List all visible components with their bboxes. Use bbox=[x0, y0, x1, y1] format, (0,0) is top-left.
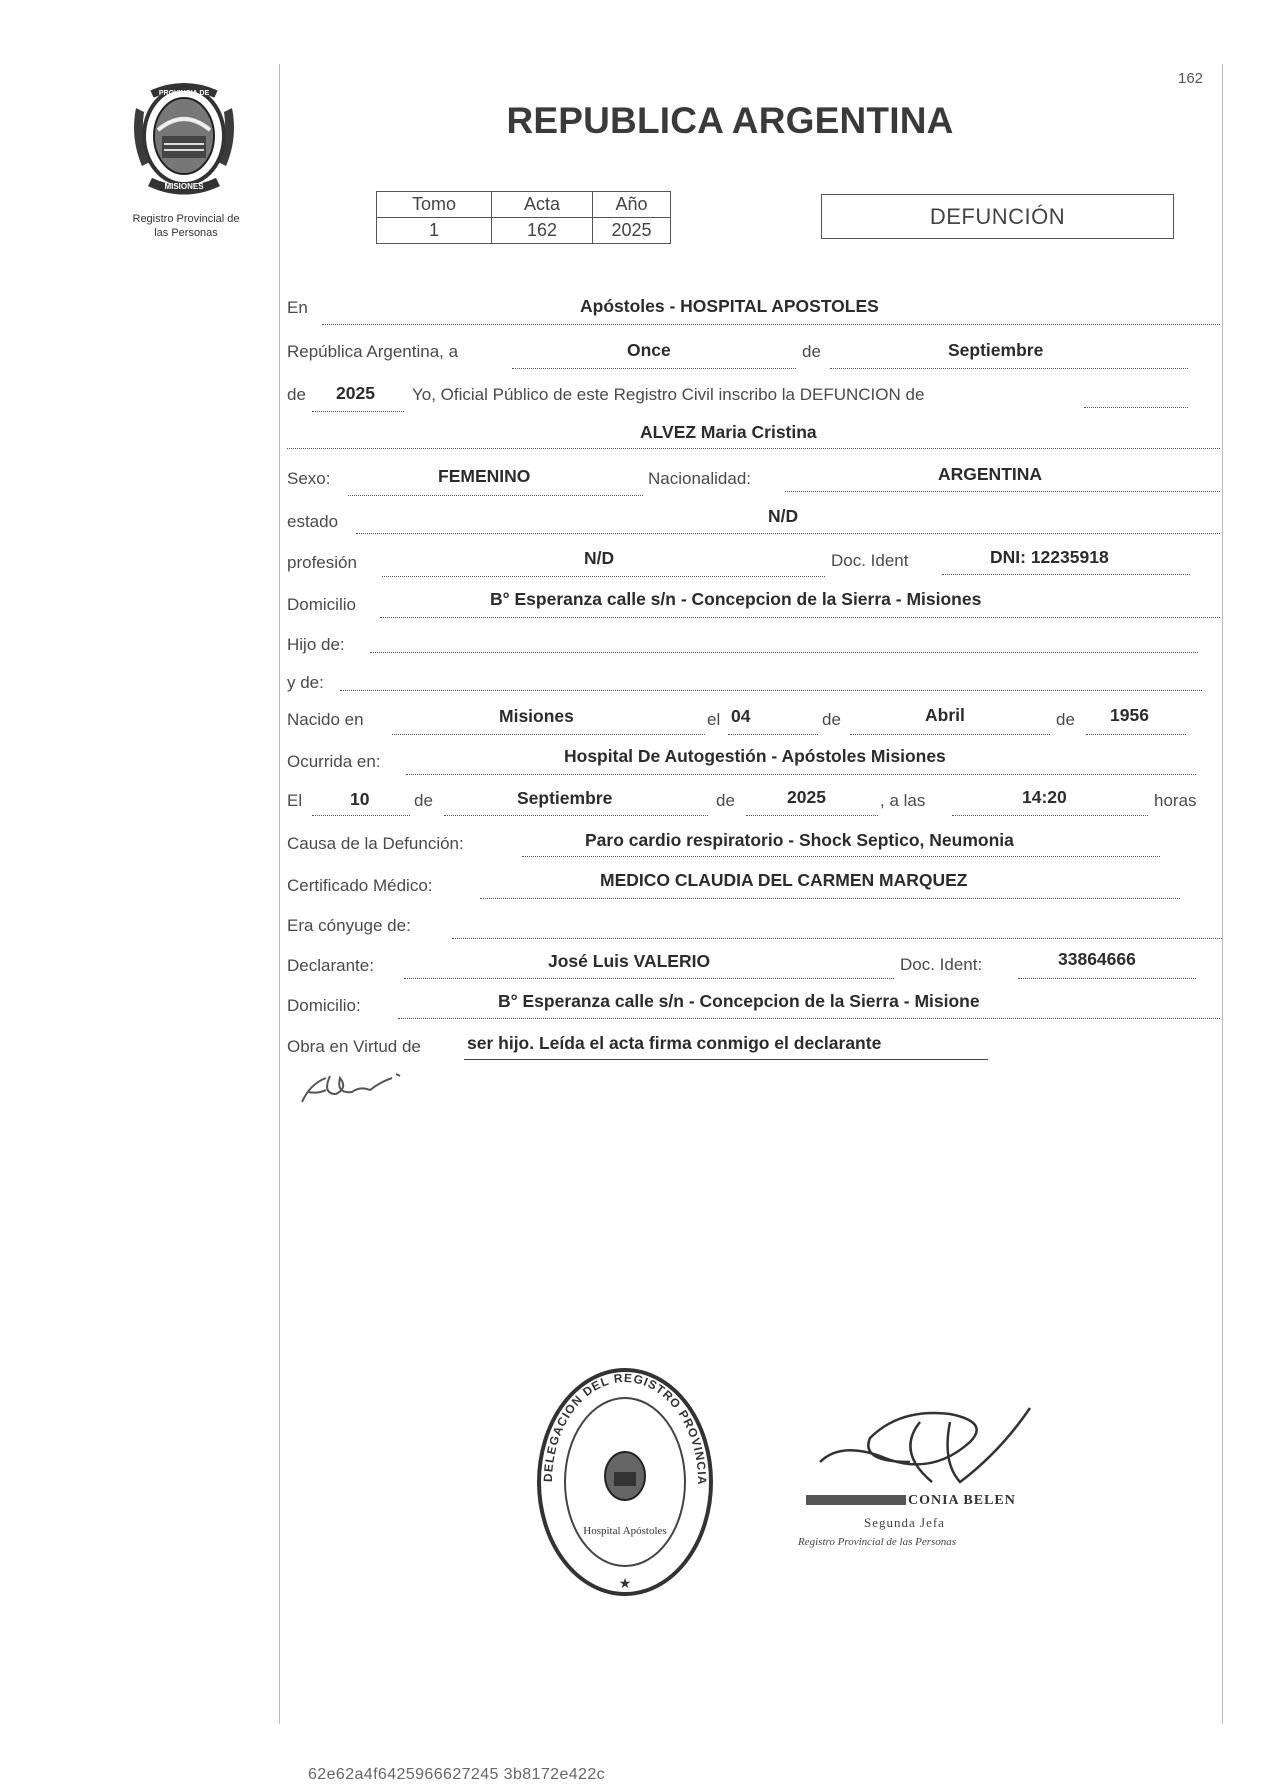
estado-dotted-line bbox=[356, 533, 1220, 534]
de3-label: de bbox=[822, 710, 841, 729]
coat-top-text: PROVINCIA DE bbox=[158, 90, 210, 97]
official-name-struck bbox=[806, 1495, 906, 1505]
anio-value: 2025 bbox=[336, 383, 375, 403]
declarant-signature bbox=[296, 1064, 426, 1113]
oficial-dotted-line bbox=[1084, 407, 1188, 408]
acta-value: 162 bbox=[492, 218, 593, 244]
tomo-value: 1 bbox=[377, 218, 492, 244]
yde-label: y de: bbox=[287, 673, 324, 692]
registry-name-line1: Registro Provincial de bbox=[132, 213, 240, 225]
nac-anio-value: 1956 bbox=[1110, 705, 1149, 725]
anio-dotted-line bbox=[312, 411, 404, 412]
en-value: Apóstoles - HOSPITAL APOSTOLES bbox=[580, 296, 879, 316]
right-margin-line bbox=[1222, 64, 1223, 1724]
sexo-label: Sexo: bbox=[287, 469, 331, 488]
sexo-value: FEMENINO bbox=[438, 466, 531, 486]
page-title: REPUBLICA ARGENTINA bbox=[506, 100, 954, 141]
nombre-dotted-line bbox=[287, 448, 1220, 449]
document-hash: 62e62a4f6425966627245 3b8172e422c bbox=[308, 1766, 606, 1783]
ocurrida-dotted-line bbox=[406, 774, 1196, 775]
doc-ident2-label: Doc. Ident: bbox=[900, 955, 983, 974]
profesion-value: N/D bbox=[584, 548, 615, 568]
left-margin-line bbox=[279, 64, 280, 1724]
republica-label: República Argentina, a bbox=[287, 342, 459, 361]
official-office: Registro Provincial de las Personas bbox=[798, 1536, 957, 1548]
nacido-value: Misiones bbox=[499, 706, 574, 726]
svg-text:★: ★ bbox=[618, 1576, 632, 1592]
hijo-dotted-line bbox=[370, 652, 1198, 653]
hora-value: 14:20 bbox=[1022, 787, 1067, 807]
declarante-label: Declarante: bbox=[287, 956, 374, 975]
acta-header: Acta bbox=[492, 192, 593, 218]
stamp-outer-text: DELEGACION DEL REGISTRO PROVINCIA bbox=[540, 1370, 710, 1486]
ocurrida-value: Hospital De Autogestión - Apóstoles Misiones bbox=[564, 746, 946, 766]
horas-label: horas bbox=[1154, 791, 1197, 810]
certificado-label: Certificado Médico: bbox=[287, 876, 433, 895]
nac-mes-value: Abril bbox=[925, 705, 965, 725]
registry-name-line2: las Personas bbox=[154, 227, 218, 239]
def-anio-dotted-line bbox=[746, 815, 878, 816]
stamp-inner-text: Hospital Apóstoles bbox=[583, 1525, 667, 1537]
causa-label: Causa de la Defunción: bbox=[287, 834, 464, 853]
domicilio2-label: Domicilio: bbox=[287, 996, 361, 1015]
nacido-label: Nacido en bbox=[287, 710, 364, 729]
page-number: 162 bbox=[1178, 70, 1204, 87]
def-dia-dotted-line bbox=[312, 815, 410, 816]
estado-value: N/D bbox=[768, 506, 799, 526]
doc-ident-label: Doc. Ident bbox=[831, 551, 909, 570]
domicilio-value: B° Esperanza calle s/n - Concepcion de la Sierra - Misiones bbox=[490, 589, 982, 609]
dia-dotted-line bbox=[512, 368, 796, 369]
official-stamp bbox=[534, 1364, 716, 1605]
nacionalidad-label: Nacionalidad: bbox=[648, 469, 752, 488]
nacionalidad-value: ARGENTINA bbox=[938, 464, 1043, 484]
de6-label: de bbox=[716, 791, 735, 810]
profesion-label: profesión bbox=[287, 553, 357, 572]
hijo-label: Hijo de: bbox=[287, 635, 345, 654]
registry-name bbox=[96, 212, 276, 240]
nacionalidad-dotted-line bbox=[785, 491, 1220, 492]
certificado-dotted-line bbox=[480, 898, 1180, 899]
oficial-text: Yo, Oficial Público de este Registro Civil inscribo la DEFUNCION de bbox=[412, 385, 925, 404]
nac-mes-dotted-line bbox=[850, 734, 1050, 735]
def-mes-value: Septiembre bbox=[517, 788, 613, 808]
domicilio2-value: B° Esperanza calle s/n - Concepcion de la Sierra - Misione bbox=[498, 991, 980, 1011]
domicilio2-dotted-line bbox=[398, 1018, 1220, 1019]
alas-label: , a las bbox=[880, 791, 926, 810]
obra-underline bbox=[464, 1059, 988, 1060]
mes-value: Septiembre bbox=[948, 340, 1044, 360]
conyuge-dotted-line bbox=[452, 938, 1222, 939]
def-dia-value: 10 bbox=[350, 789, 370, 809]
record-type-box: DEFUNCIÓN bbox=[821, 194, 1174, 239]
mes-dotted-line bbox=[830, 368, 1188, 369]
de2-label: de bbox=[287, 385, 306, 404]
nac-anio-dotted-line bbox=[1086, 734, 1186, 735]
official-signature bbox=[800, 1402, 1050, 1497]
ocurrida-label: Ocurrida en: bbox=[287, 752, 381, 771]
nac-dia-value: 04 bbox=[731, 706, 751, 726]
anio-value: 2025 bbox=[593, 218, 671, 244]
domicilio-label: Domicilio bbox=[287, 595, 356, 614]
profesion-dotted-line bbox=[382, 576, 825, 577]
sexo-dotted-line bbox=[348, 495, 643, 496]
el-label: el bbox=[707, 710, 721, 729]
coat-bottom-text: MISIONES bbox=[164, 182, 204, 191]
obra-value: ser hijo. Leída el acta firma conmigo el declarante bbox=[467, 1033, 882, 1053]
certificado-value: MEDICO CLAUDIA DEL CARMEN MARQUEZ bbox=[600, 870, 968, 890]
domicilio-dotted-line bbox=[380, 617, 1220, 618]
nacido-dotted-line bbox=[392, 734, 705, 735]
en-label: En bbox=[287, 298, 308, 317]
tomo-header: Tomo bbox=[377, 192, 492, 218]
doc-ident-value: DNI: 12235918 bbox=[990, 547, 1109, 567]
official-name: CONIA BELEN bbox=[908, 1493, 1016, 1508]
dia-value: Once bbox=[627, 340, 671, 360]
anio-header: Año bbox=[593, 192, 671, 218]
conyuge-label: Era cónyuge de: bbox=[287, 916, 411, 935]
causa-value: Paro cardio respiratorio - Shock Septico, Neumonia bbox=[585, 830, 1014, 850]
de-label: de bbox=[802, 342, 821, 361]
doc-ident2-value: 33864666 bbox=[1058, 949, 1136, 969]
de5-label: de bbox=[414, 791, 433, 810]
nac-dia-dotted-line bbox=[728, 734, 818, 735]
def-mes-dotted-line bbox=[444, 815, 708, 816]
obra-label: Obra en Virtud de bbox=[287, 1037, 421, 1056]
declarante-value: José Luis VALERIO bbox=[548, 951, 711, 971]
el2-label: El bbox=[287, 791, 303, 810]
de4-label: de bbox=[1056, 710, 1075, 729]
coat-of-arms-logo bbox=[128, 78, 240, 196]
nombre-value: ALVEZ Maria Cristina bbox=[640, 422, 817, 442]
doc-ident2-dotted-line bbox=[1018, 978, 1196, 979]
estado-label: estado bbox=[287, 512, 339, 531]
declarante-dotted-line bbox=[404, 978, 894, 979]
doc-ident-dotted-line bbox=[942, 574, 1190, 575]
record-table bbox=[376, 191, 671, 244]
def-anio-value: 2025 bbox=[787, 787, 826, 807]
official-role: Segunda Jefa bbox=[864, 1515, 945, 1530]
causa-dotted-line bbox=[522, 856, 1160, 857]
yde-dotted-line bbox=[340, 690, 1202, 691]
hora-dotted-line bbox=[952, 815, 1148, 816]
en-dotted-line bbox=[322, 324, 1220, 325]
